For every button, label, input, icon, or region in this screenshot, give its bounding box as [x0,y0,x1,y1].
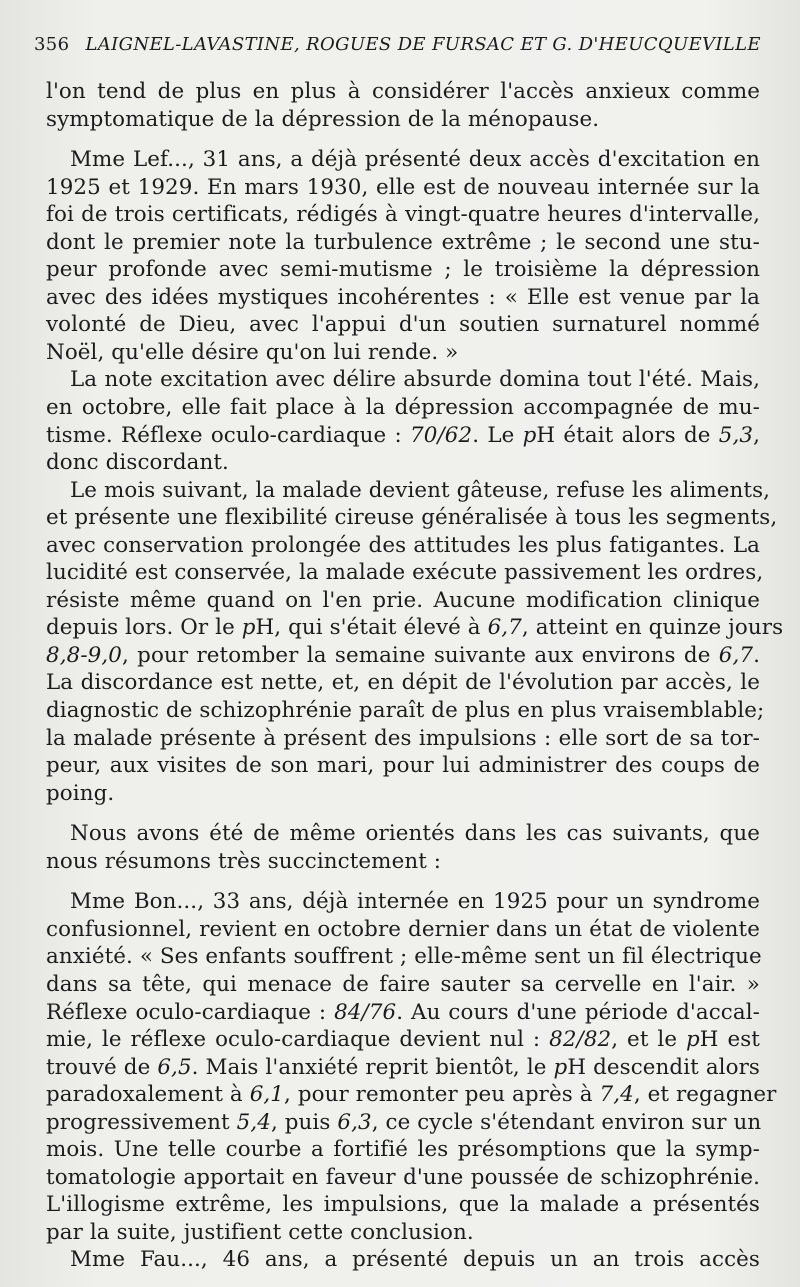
text-line: Mme Bon..., 33 ans, déjà internée en 1925 pour un syndrome [70,889,760,915]
text-line: avec des idées mystiques incohérentes : « Elle est venue par la [46,284,760,310]
body-text [46,78,784,1274]
text-line: Nous avons été de même orientés dans les cas suivants, que [70,821,760,847]
text-line: Le mois suivant, la malade devient gâteuse, refuse les aliments, [70,477,771,503]
text-line: Noël, qu'elle désire qu'on lui rende. » [46,339,459,365]
text-line: donc discordant. [46,450,229,476]
text-line: en octobre, elle fait place à la dépression accompagnée de mu- [46,395,760,421]
text-line: paradoxalement à 6,1, pour remonter peu après à 7,4, et regagner [46,1082,777,1108]
text-line: foi de trois certificats, rédigés à vingt-quatre heures d'intervalle, [46,202,760,228]
text-line: peur, aux visites de son mari, pour lui administrer des coups de [46,753,760,779]
text-line: mois. Une telle courbe a fortifié les présomptions que la symp- [46,1137,760,1163]
text-line: Mme Fau..., 46 ans, a présenté depuis un an trois accès [70,1247,760,1273]
text-line: par la suite, justifient cette conclusion. [46,1219,474,1245]
text-line: et présente une flexibilité cireuse généralisée à tous les segments, [46,505,778,531]
text-line: lucidité est conservée, la malade exécute passivement les ordres, [46,560,764,586]
text-line: diagnostic de schizophrénie paraît de plus en plus vraisemblable; [46,698,765,724]
text-line: La discordance est nette, et, en dépit de l'évolution par accès, le [46,670,760,696]
text-line: L'illogisme extrême, les impulsions, que la malade a présentés [46,1192,760,1218]
text-line: résiste même quand on l'en prie. Aucune modification clinique [46,587,760,613]
text-line: nous résumons très succinctement : [46,848,442,874]
text-line: avec conservation prolongée des attitudes les plus fatigantes. La [46,532,760,558]
text-line: anxiété. « Ses enfants souffrent ; elle-même sent un fil électrique [46,944,762,970]
text-line: dans sa tête, qui menace de faire sauter sa cervelle en l'air. » [46,971,760,997]
text-line: progressivement 5,4, puis 6,3, ce cycle s'étendant environ sur un [46,1109,762,1135]
running-header [34,34,761,55]
text-line: La note excitation avec délire absurde domina tout l'été. Mais, [70,367,760,393]
running-title: LAIGNEL-LAVASTINE, ROGUES DE FURSAC ET G. D'HEUCQUEVILLE [85,34,761,55]
text-line: mie, le réflexe oculo-cardiaque devient nul : 82/82, et le pH est [46,1027,760,1053]
text-line: tomatologie apportait en faveur d'une poussée de schizophrénie. [46,1164,760,1190]
text-line: tisme. Réflexe oculo-cardiaque : 70/62. Le pH était alors de 5,3, [46,422,760,448]
text-line: Réflexe oculo-cardiaque : 84/76. Au cours d'une période d'accal- [46,999,760,1025]
text-line: confusionnel, revient en octobre dernier dans un état de violente [46,916,760,942]
text-line: trouvé de 6,5. Mais l'anxiété reprit bientôt, le pH descendit alors [46,1054,760,1080]
text-line: la malade présente à présent des impulsions : elle sort de sa tor- [46,725,760,751]
text-line: 1925 et 1929. En mars 1930, elle est de nouveau internée sur la [46,174,760,200]
text-line: peur profonde avec semi-mutisme ; le troisième la dépression [46,257,760,283]
page-number: 356 [34,34,70,55]
text-line: poing. [46,780,115,806]
text-line: l'on tend de plus en plus à considérer l'accès anxieux comme [46,79,760,104]
text-line: depuis lors. Or le pH, qui s'était élevé à 6,7, atteint en quinze jours [46,615,784,641]
text-line: symptomatique de la dépression de la ménopause. [46,106,600,132]
text-line: dont le premier note la turbulence extrême ; le second une stu- [46,229,760,255]
text-line: Mme Lef..., 31 ans, a déjà présenté deux accès d'excitation en [70,147,760,173]
text-line: 8,8-9,0, pour retomber la semaine suivante aux environs de 6,7. [46,642,760,668]
text-line: volonté de Dieu, avec l'appui d'un soutien surnaturel nommé [46,312,760,338]
